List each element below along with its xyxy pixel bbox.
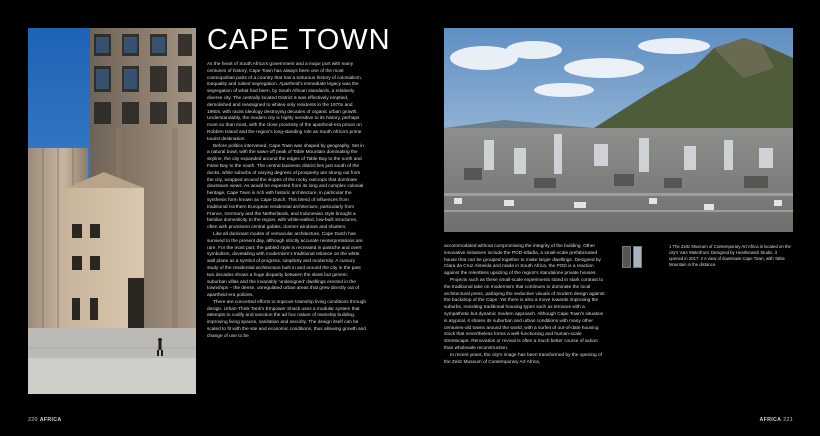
section-label: AFRICA [39, 417, 62, 423]
body-text-left [207, 62, 367, 341]
page-number: 221 [783, 417, 793, 423]
caption-thumbnails [622, 246, 644, 268]
thumbnail-1 [622, 246, 631, 268]
paragraph: accommodated without compromising the integrity of the building. Other innovative initiatives include the POD-Idladla, a small-scale prefabricated house that can be grouped together to make larger dwellings. Designed by Clara da Cruz Almeida and made in South Africa, the POD is a reaction against the relentless upsizing of the region's standalone private houses. [444, 244, 601, 277]
paragraph: There are concerted efforts to improve township living conditions through design. Urban-Think Tank's Empower Shack uses a modular system that attempts to codify and sanction the ad hoc nature of township building, improving living spaces, sanitation and security. The design itself can be scaled to fit with the site and economic conditions, thus allowing growth and change of use to be [207, 299, 367, 339]
page-title: CAPE TOWN [207, 24, 391, 56]
image-caption: 1 The Zeitz Museum of Contemporary Art Africa is located on the city's V&A Waterfront. Designed by Heatherwick Studio, it opened in 2017. 2 A view of downtown Cape Town, with Table Mountain in the distance. [669, 244, 791, 267]
paragraph: Projects such as these small-scale experiments stand in stark contrast to the traditional take on modernism that continues to dominate the local architectural press, parlaying the seductive visuals of modern design against the backdrop of the Cape. Yet there is also a move towards improving the suburbs, revisiting traditional housing types such as terraces with a sympathetic but dynamic modern approach. Although Cape Town's situation is atypical, it shares its suburban and urban conditions with many other centuries-old towns around the world, with a surfeit of out-of-date housing stock that nevertheless forms a well-functioning and human-scale streetscape. Renovation or revival is often a much better course of action than wholesale reconstruction. [444, 277, 605, 351]
paragraph: Before politics intervened, Cape Town was shaped by geography. Set in a natural bowl, with the sawn-off peak of Table Mountain dominating the skyline, the city expanded around the edges of Table Bay to the north and False Bay to the south. The central business district lies just south of the docks, while suburbs of varying degrees of prosperity are strung out from the city, wrapped around the slopes of the rocky outcrops that dominate downtown views. As would be expected from its long and complex colonial heritage, Cape Town is rich with historic architecture, in particular the synthesis form known as Cape Dutch. This blend of influences from traditional northern European residential architecture, particularly from France, Germany and the Netherlands, and Indonesian style brought a familiar domesticity to the region, with white-walled, low-built structures, often with prominent central gables, dormer windows and shutters. [207, 143, 364, 231]
paragraph: As the heart of South Africa's government and a major port with many centuries of history, Cape Town has always been one of the most cosmopolitan parts of a country that has a torturous history of colonialism, inequality and naked segregation. Apartheid's immediate legacy was the segregation of what had been, by South African standards, a relatively diverse city. The centrally located District 6 was effectively emptied, demolished and reassigned to whites-only residents in the 1970s and 1980s, with racist ideology destroying decades of organic urban growth. Understandably, the modern city is highly sensitive to its history, perhaps more so than most, with the close proximity of the apartheid-era prison on Robben Island and the region's long-standing role as South Africa's prime tourist destination. [207, 62, 362, 142]
page-number: 220 [28, 417, 38, 423]
folio-left [28, 417, 64, 423]
paragraph: Like all dominant modes of vernacular architecture, Cape Dutch has survived to the present day, although strictly accurate reinterpretations are rare. For the most part, the gabled style is recreated in pastiche and overt symbolism, dovetailing with modernism's traditional reliance on the white wall plane as a symbol of progress, simplicity and modernity. A cursory study of the residential architecture built in and around the city in the past two decades shows a huge disparity between the sleek but generic suburban villas and the invariably 'undesigned' dwellings erected in the townships – the dense, unregulated urban areas that grew directly out of apartheid-era policies. [207, 231, 363, 299]
zeitz-museum-photo [28, 28, 196, 394]
section-label: AFRICA [759, 417, 782, 423]
cape-town-aerial-photo [444, 28, 793, 232]
folio-right [757, 417, 793, 423]
paragraph: In recent years, the city's image has been transformed by the opening of the Zeitz Museum of Contemporary Art Africa, [444, 352, 602, 365]
body-text-right [444, 244, 606, 366]
thumbnail-2 [633, 246, 642, 268]
